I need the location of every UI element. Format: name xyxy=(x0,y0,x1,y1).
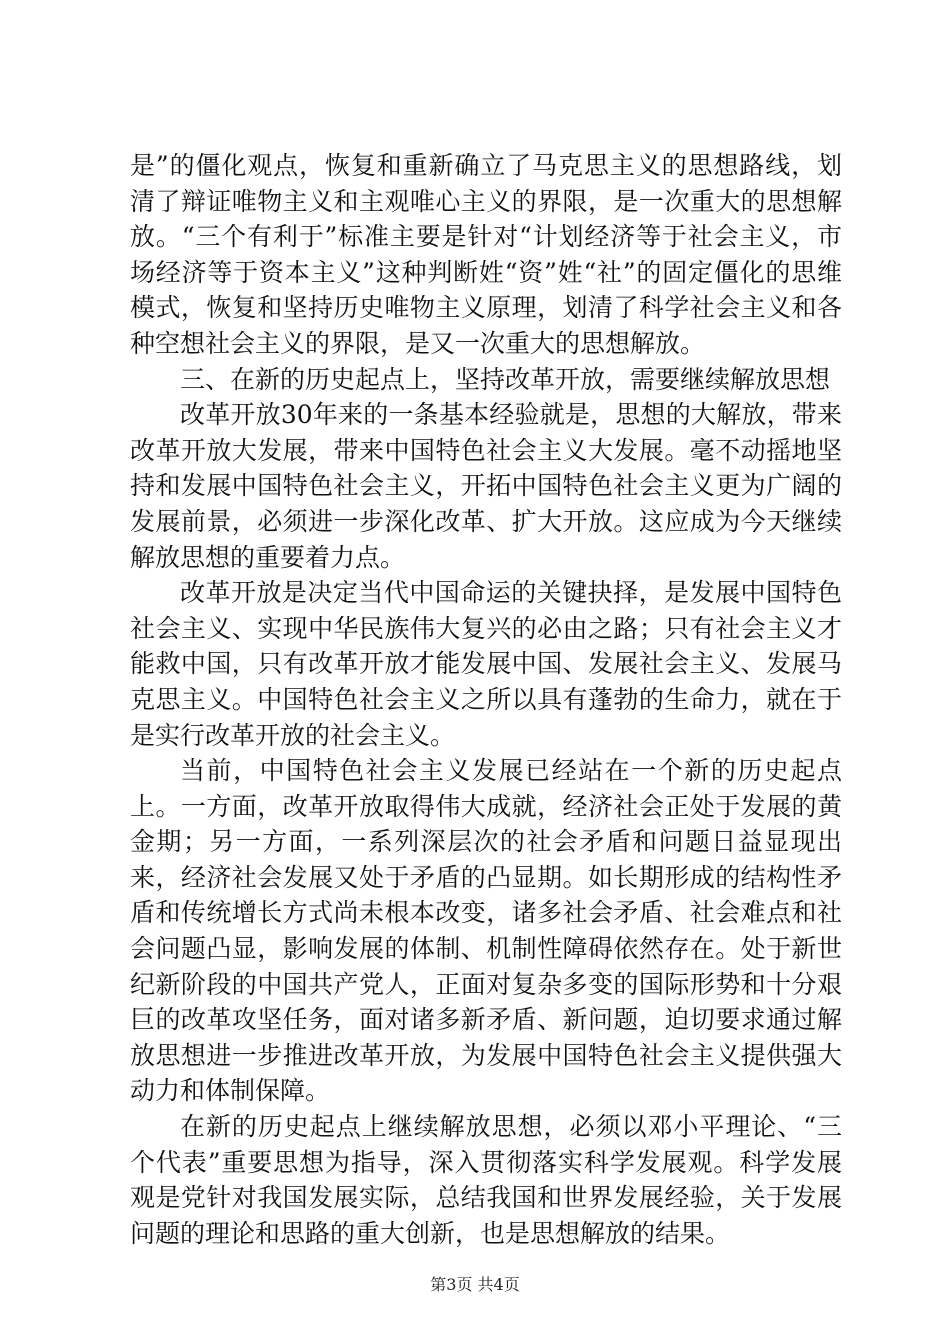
page-footer xyxy=(0,1272,950,1295)
paragraph-continuation: 是”的僵化观点，恢复和重新确立了马克思主义的思想路线，划清了辩证唯物主义和主观唯心主义的界限，是一次重大的思想解放。“三个有利于”标准主要是针对“计划经济等于社会主义，市场经济等于资本主义”这种判断姓“资”姓“社”的固定僵化的思维模式，恢复和坚持历史唯物主义原理，划清了科学社会主义和各种空想社会主义的界限，是又一次重大的思想解放。 xyxy=(130,151,842,358)
paragraph: 改革开放是决定当代中国命运的关键抉择，是发展中国特色社会主义、实现中华民族伟大复兴的必由之路；只有社会主义才能救中国，只有改革开放才能发展中国、发展社会主义、发展马克思主义。中国特色社会主义之所以具有蓬勃的生命力，就在于是实行改革开放的社会主义。 xyxy=(130,578,842,750)
paragraph: 在新的历史起点上继续解放思想，必须以邓小平理论、“三个代表”重要思想为指导，深入贯彻落实科学发展观。科学发展观是党针对我国发展实际，总结我国和世界发展经验，关于发展问题的理论和思路的重大创新，也是思想解放的结果。 xyxy=(130,1112,842,1248)
document-body xyxy=(130,148,842,1251)
paragraph: 改革开放30年来的一条基本经验就是，思想的大解放，带来改革开放大发展，带来中国特色社会主义大发展。毫不动摇地坚持和发展中国特色社会主义，开拓中国特色社会主义更为广阔的发展前景，必须进一步深化改革、扩大开放。这应成为今天继续解放思想的重要着力点。 xyxy=(130,400,842,572)
section-heading: 三、在新的历史起点上，坚持改革开放，需要继续解放思想 xyxy=(180,364,831,394)
paragraph: 当前，中国特色社会主义发展已经站在一个新的历史起点上。一方面，改革开放取得伟大成就，经济社会正处于发展的黄金期；另一方面，一系列深层次的社会矛盾和问题日益显现出来，经济社会发展又处于矛盾的凸显期。如长期形成的结构性矛盾和传统增长方式尚未根本改变，诸多社会矛盾、社会难点和社会问题凸显，影响发展的体制、机制性障碍依然存在。处于新世纪新阶段的中国共产党人，正面对复杂多变的国际形势和十分艰巨的改革攻坚任务，面对诸多新矛盾、新问题，迫切要求通过解放思想进一步推进改革开放，为发展中国特色社会主义提供强大动力和体制保障。 xyxy=(130,756,842,1106)
page-number: 第3页 共4页 xyxy=(430,1275,520,1294)
